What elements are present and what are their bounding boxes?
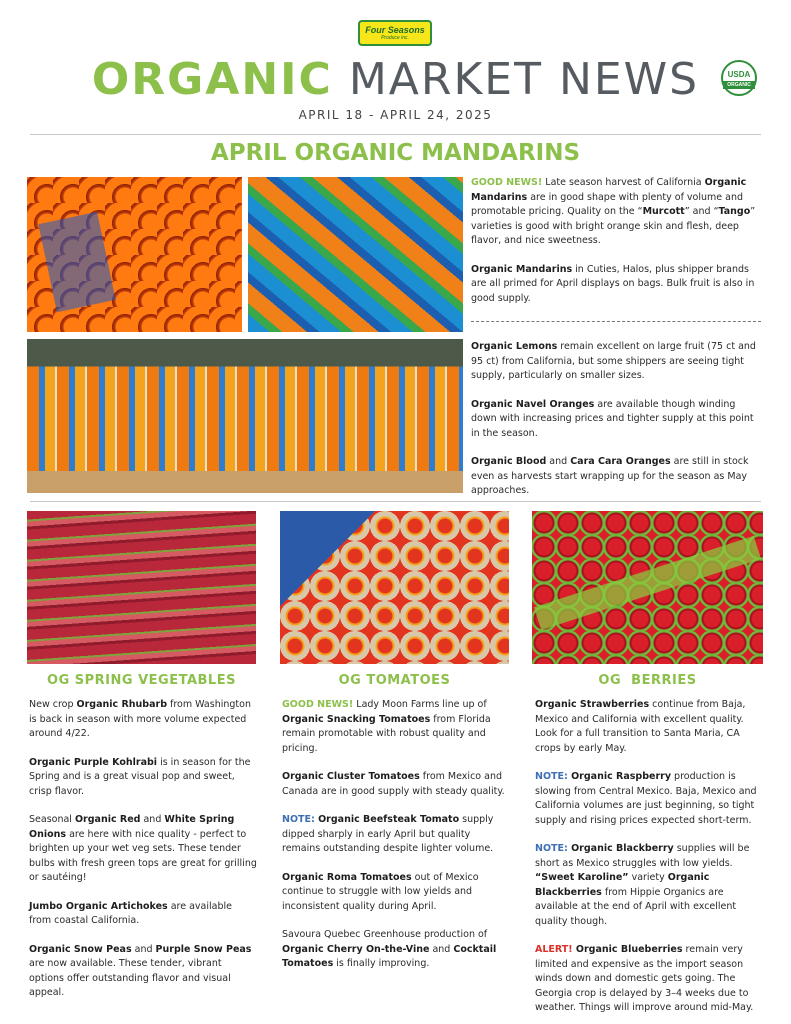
bold-text: Organic Blueberries <box>572 944 683 955</box>
title-market-news: MARKET NEWS <box>348 54 700 105</box>
berries-p3 <box>535 842 763 929</box>
vegetables-p5 <box>29 943 257 1001</box>
bold-text: Organic Navel Oranges <box>471 398 595 410</box>
text: are available from coastal California. <box>29 900 232 926</box>
mandarins-text-top <box>471 176 763 320</box>
bold-text: Organic Strawberries <box>535 699 650 710</box>
tomatoes-p5 <box>282 928 510 972</box>
bold-text: Purple Snow Peas <box>155 943 252 955</box>
title-organic: ORGANIC <box>91 54 333 105</box>
text: ” and “ <box>684 206 719 217</box>
berries-p1 <box>535 698 763 756</box>
bold-text: Organic Red <box>74 814 141 825</box>
tomatoes-heading: OG TOMATOES <box>338 673 451 688</box>
dashed-divider <box>471 321 761 322</box>
tomatoes-p2 <box>282 770 510 799</box>
bold-text: Organic Blackberries <box>535 872 710 898</box>
text: supply dipped sharply in early April but quality remains outstanding despite lighter volume. <box>282 814 494 854</box>
text: from Washington is back in season with more volume expected around 4/22. <box>29 699 251 739</box>
text: are still in stock even as harvests start wrapping up for the season as May approaches. <box>471 456 749 496</box>
vegetables-column <box>29 698 257 1015</box>
mandarin-display-photo <box>27 339 463 493</box>
text: ” varieties is good with bright orange skin and flesh, deep flavor, and nice sweetness. <box>471 206 756 246</box>
vegetables-p4 <box>29 900 257 929</box>
text: New crop <box>29 699 77 710</box>
text: and <box>140 814 165 825</box>
text: are now available. These tender, vibrant options offer outstanding flavor and visual appeal. <box>29 958 231 998</box>
text: is finally improving. <box>333 958 430 969</box>
usda-seal-top: USDA <box>727 70 751 79</box>
text: and <box>546 456 571 467</box>
text: Seasonal <box>29 814 75 825</box>
bold-text: Tango <box>718 206 751 217</box>
mandarins-text-bottom <box>471 340 763 513</box>
text: in Cuties, Halos, plus shipper brands are all primed for April displays on bags. Bulk fruit is also in good supply. <box>471 263 755 304</box>
tomatoes-photo <box>280 511 509 664</box>
halos-bags-photo <box>248 177 463 332</box>
mandarins-p4 <box>471 398 763 442</box>
bold-text: Organic Blood <box>471 456 547 467</box>
logo-line2: Produce inc. <box>381 35 409 41</box>
bold-text: Organic Mandarins <box>471 263 573 275</box>
bold-text: Organic Rhubarb <box>76 699 167 710</box>
text: out of Mexico continue to struggle with low yields and inconsistent quality during April. <box>282 871 479 912</box>
bold-text: Jumbo Organic Artichokes <box>29 900 168 912</box>
text: variety <box>628 872 668 883</box>
text: are here with nice quality - perfect to brighten up your wet veg sets. These tender bulbs with fresh green tops are great for grilling or sautéing! <box>29 828 257 883</box>
text: production is slowing from Central Mexico. Baja, Mexico and California volumes are just beginning, so tight supply and rising prices expected short-term. <box>535 771 757 826</box>
bold-text: “Sweet Karoline” <box>535 872 629 883</box>
bold-text: White Spring Onions <box>29 814 235 840</box>
text: is in season for the Spring and is a great visual pop and sweet, crisp flavor. <box>29 756 251 797</box>
text: and <box>131 943 156 955</box>
text: and <box>429 943 454 955</box>
mandarins-p1 <box>471 176 763 249</box>
bold-text: Organic Blackberry <box>567 843 674 854</box>
berries-column <box>535 698 763 1024</box>
note-label: NOTE: <box>535 771 568 782</box>
bold-text: Organic Lemons <box>471 341 558 352</box>
text: from Florida remain promotable with robust quality and pricing. <box>282 713 491 754</box>
header-divider <box>30 134 761 135</box>
logo-line1: Four Seasons <box>365 25 425 35</box>
text: are in good shape with plenty of volume and promotable pricing. Quality on the “ <box>471 191 744 217</box>
text: continue from Baja, Mexico and California with excellent quality. Look for a full transition to Santa Maria, CA crops by early May. <box>535 699 746 754</box>
mandarins-p5 <box>471 455 763 499</box>
mandarin-bags-photo <box>27 177 242 332</box>
note-label: NOTE: <box>535 843 568 854</box>
tomatoes-p3 <box>282 813 510 857</box>
main-heading: APRIL ORGANIC MANDARINS <box>210 140 581 166</box>
bold-text: Organic Purple Kohlrabi <box>29 756 158 768</box>
bold-text: Organic Roma Tomatoes <box>282 871 412 883</box>
text: Lady Moon Farms line up of <box>353 699 487 710</box>
mandarins-p2 <box>471 263 763 307</box>
tomatoes-p1 <box>282 698 510 756</box>
bold-text: Organic Snacking Tomatoes <box>282 713 431 725</box>
usda-seal-bottom: ORGANIC <box>723 81 755 89</box>
bold-text: Cocktail Tomatoes <box>282 943 497 969</box>
bold-text: Organic Snow Peas <box>29 943 132 955</box>
berries-p2 <box>535 770 763 828</box>
berries-heading: OG BERRIES <box>598 673 697 688</box>
bold-text: Organic Raspberry <box>567 771 672 782</box>
four-seasons-logo <box>358 20 432 46</box>
vegetables-heading: OG SPRING VEGETABLES <box>47 673 236 688</box>
bold-text: Organic Cherry On-the-Vine <box>282 943 430 955</box>
strawberries-photo <box>532 511 763 664</box>
date-range: APRIL 18 - APRIL 24, 2025 <box>298 108 493 122</box>
section-divider <box>30 501 761 502</box>
alert-label: ALERT! <box>535 944 573 955</box>
good-news-label: GOOD NEWS! <box>471 177 543 188</box>
tomatoes-column <box>282 698 510 986</box>
note-label: NOTE: <box>282 814 315 825</box>
text: remain excellent on large fruit (75 ct and 95 ct) from California, but some shippers are seeing tight supply, particularly on smaller sizes. <box>471 341 756 381</box>
bold-text: Organic Mandarins <box>471 177 747 203</box>
tomatoes-p4 <box>282 871 510 915</box>
berries-p4 <box>535 943 763 1016</box>
text: Savoura Quebec Greenhouse production of <box>282 929 488 940</box>
bold-text: Murcott <box>642 206 685 217</box>
text: are available though winding down with increasing prices and tighter supply at this point in the season. <box>471 398 754 439</box>
bold-text: Organic Beefsteak Tomato <box>314 814 460 825</box>
good-news-label: GOOD NEWS! <box>282 699 354 710</box>
text: Late season harvest of California <box>542 177 705 188</box>
vegetables-p2 <box>29 756 257 800</box>
usda-organic-seal-icon <box>721 60 757 96</box>
text: from Mexico and Canada are in good supply with steady quality. <box>282 771 505 797</box>
vegetables-p3 <box>29 813 257 886</box>
vegetables-p1 <box>29 698 257 742</box>
page-title <box>0 54 791 105</box>
rhubarb-photo <box>27 511 256 664</box>
text: from Hippie Organics are available at the end of April with excellent quality though. <box>535 886 737 927</box>
text: supplies will be short as Mexico struggles with low yields. <box>535 843 750 869</box>
bold-text: Organic Cluster Tomatoes <box>282 771 420 782</box>
bold-text: Cara Cara Oranges <box>570 456 671 467</box>
text: remain very limited and expensive as the import season winds down and domestic gets going. The Georgia crop is delayed by 3–4 weeks due to weather. Things will improve around mid-May. <box>535 944 754 1013</box>
mandarins-p3 <box>471 340 763 384</box>
